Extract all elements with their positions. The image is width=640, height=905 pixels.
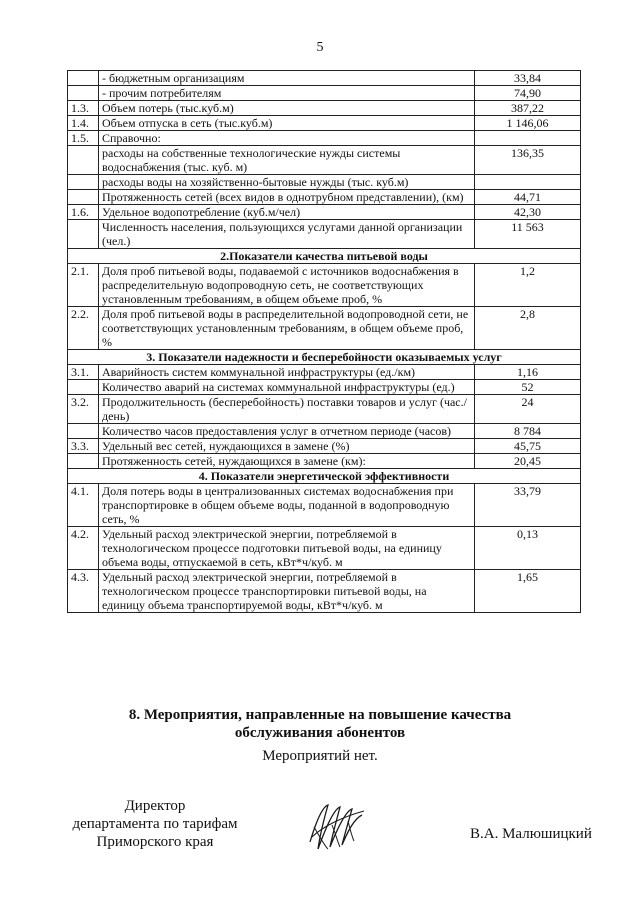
row-number [68, 220, 99, 249]
table-row [68, 116, 581, 131]
table-row [68, 380, 581, 395]
indicators-table [67, 70, 581, 613]
table-row [68, 264, 581, 307]
row-value: 8 784 [475, 424, 581, 439]
row-description: Доля проб питьевой воды, подаваемой с источников водоснабжения в распределительную водопроводную сеть, не соответствующих установленным требованиям, в общем объеме проб, % [99, 264, 475, 307]
row-description: Продолжительность (бесперебойность) поставки товаров и услуг (час./день) [99, 395, 475, 424]
section-8-note: Мероприятий нет. [262, 748, 378, 764]
indicators-table-body [68, 71, 581, 613]
row-description: Удельный вес сетей, нуждающихся в замене (%) [99, 439, 475, 454]
row-value: 52 [475, 380, 581, 395]
row-number [68, 146, 99, 175]
row-value: 20,45 [475, 454, 581, 469]
row-description: - прочим потребителям [99, 86, 475, 101]
row-description: Протяженность сетей, нуждающихся в замене (км): [99, 454, 475, 469]
row-number: 3.1. [68, 365, 99, 380]
section-8-title [0, 706, 640, 742]
table-row [68, 454, 581, 469]
table-row [68, 131, 581, 146]
table-row [68, 439, 581, 454]
section-header-row [68, 469, 581, 484]
section-header-row [68, 249, 581, 264]
row-value: 2,8 [475, 307, 581, 350]
row-number: 4.1. [68, 484, 99, 527]
table-row [68, 71, 581, 86]
row-description: Доля проб питьевой воды в распределительной водопроводной сети, не соответствующих установленным требованиям, в общем объеме проб, % [99, 307, 475, 350]
row-value: 136,35 [475, 146, 581, 175]
row-description: Численность населения, пользующихся услугами данной организации (чел.) [99, 220, 475, 249]
row-value: 24 [475, 395, 581, 424]
row-value: 44,71 [475, 190, 581, 205]
row-number: 3.2. [68, 395, 99, 424]
section-8-title-line1: 8. Мероприятия, направленные на повышение качества [128, 707, 512, 723]
row-value: 1 146,06 [475, 116, 581, 131]
row-number [68, 190, 99, 205]
row-description: Объем отпуска в сеть (тыс.куб.м) [99, 116, 475, 131]
row-description: - бюджетным организациям [99, 71, 475, 86]
signatory-title-line1: Директор [124, 798, 186, 814]
row-value [475, 131, 581, 146]
row-value [475, 175, 581, 190]
row-value: 45,75 [475, 439, 581, 454]
row-description: Доля потерь воды в централизованных системах водоснабжения при транспортировке в общем объеме воды, поданной в водопроводную сеть, % [99, 484, 475, 527]
table-row [68, 570, 581, 613]
row-number: 3.3. [68, 439, 99, 454]
row-value: 42,30 [475, 205, 581, 220]
row-number: 2.1. [68, 264, 99, 307]
row-number [68, 424, 99, 439]
row-description: расходы на собственные технологические нужды системы водоснабжения (тыс. куб. м) [99, 146, 475, 175]
table-row [68, 146, 581, 175]
row-value: 1,65 [475, 570, 581, 613]
section-header: 4. Показатели энергетической эффективности [68, 469, 581, 484]
row-value: 74,90 [475, 86, 581, 101]
row-number [68, 454, 99, 469]
row-number: 4.3. [68, 570, 99, 613]
handwritten-signature [302, 797, 372, 857]
row-description: Удельное водопотребление (куб.м/чел) [99, 205, 475, 220]
row-value: 0,13 [475, 527, 581, 570]
row-value: 33,79 [475, 484, 581, 527]
table-row [68, 86, 581, 101]
row-number [68, 175, 99, 190]
row-description: расходы воды на хозяйственно-бытовые нужды (тыс. куб.м) [99, 175, 475, 190]
table-row [68, 175, 581, 190]
table-row [68, 220, 581, 249]
row-description: Количество часов предоставления услуг в отчетном периоде (часов) [99, 424, 475, 439]
row-number: 1.6. [68, 205, 99, 220]
row-number [68, 86, 99, 101]
table-row [68, 424, 581, 439]
row-description: Количество аварий на системах коммунальной инфраструктуры (ед.) [99, 380, 475, 395]
row-number: 2.2. [68, 307, 99, 350]
table-row [68, 395, 581, 424]
section-8-title-line2: обслуживания абонентов [234, 725, 406, 741]
row-description: Удельный расход электрической энергии, потребляемой в технологическом процессе подготовки питьевой воды, на единицу объема воды, отпускаемой в сеть, кВт*ч/куб. м [99, 527, 475, 570]
row-description: Справочно: [99, 131, 475, 146]
row-number [68, 71, 99, 86]
page-number: 5 [316, 40, 324, 55]
row-number: 1.4. [68, 116, 99, 131]
row-value: 1,2 [475, 264, 581, 307]
row-value: 11 563 [475, 220, 581, 249]
table-row [68, 205, 581, 220]
row-description: Аварийность систем коммунальной инфраструктуры (ед./км) [99, 365, 475, 380]
row-description: Удельный расход электрической энергии, потребляемой в технологическом процессе транспортировки питьевой воды, на единицу объема транспортируемой воды, кВт*ч/куб. м [99, 570, 475, 613]
row-number [68, 380, 99, 395]
signatory-title-line3: Приморского края [96, 834, 214, 850]
signatory-name: В.А. Малюшицкий [470, 826, 592, 842]
row-number: 1.5. [68, 131, 99, 146]
section-header: 2.Показатели качества питьевой воды [68, 249, 581, 264]
table-row [68, 484, 581, 527]
row-number: 4.2. [68, 527, 99, 570]
table-row [68, 365, 581, 380]
row-value: 1,16 [475, 365, 581, 380]
section-header-row [68, 350, 581, 365]
row-description: Протяженность сетей (всех видов в однотрубном представлении), (км) [99, 190, 475, 205]
signatory-title-line2: департамента по тарифам [72, 816, 238, 832]
table-row [68, 190, 581, 205]
row-description: Объем потерь (тыс.куб.м) [99, 101, 475, 116]
table-row [68, 527, 581, 570]
table-row [68, 101, 581, 116]
table-row [68, 307, 581, 350]
section-header: 3. Показатели надежности и бесперебойности оказываемых услуг [68, 350, 581, 365]
row-number: 1.3. [68, 101, 99, 116]
signatory-title [55, 797, 255, 851]
row-value: 33,84 [475, 71, 581, 86]
row-value: 387,22 [475, 101, 581, 116]
